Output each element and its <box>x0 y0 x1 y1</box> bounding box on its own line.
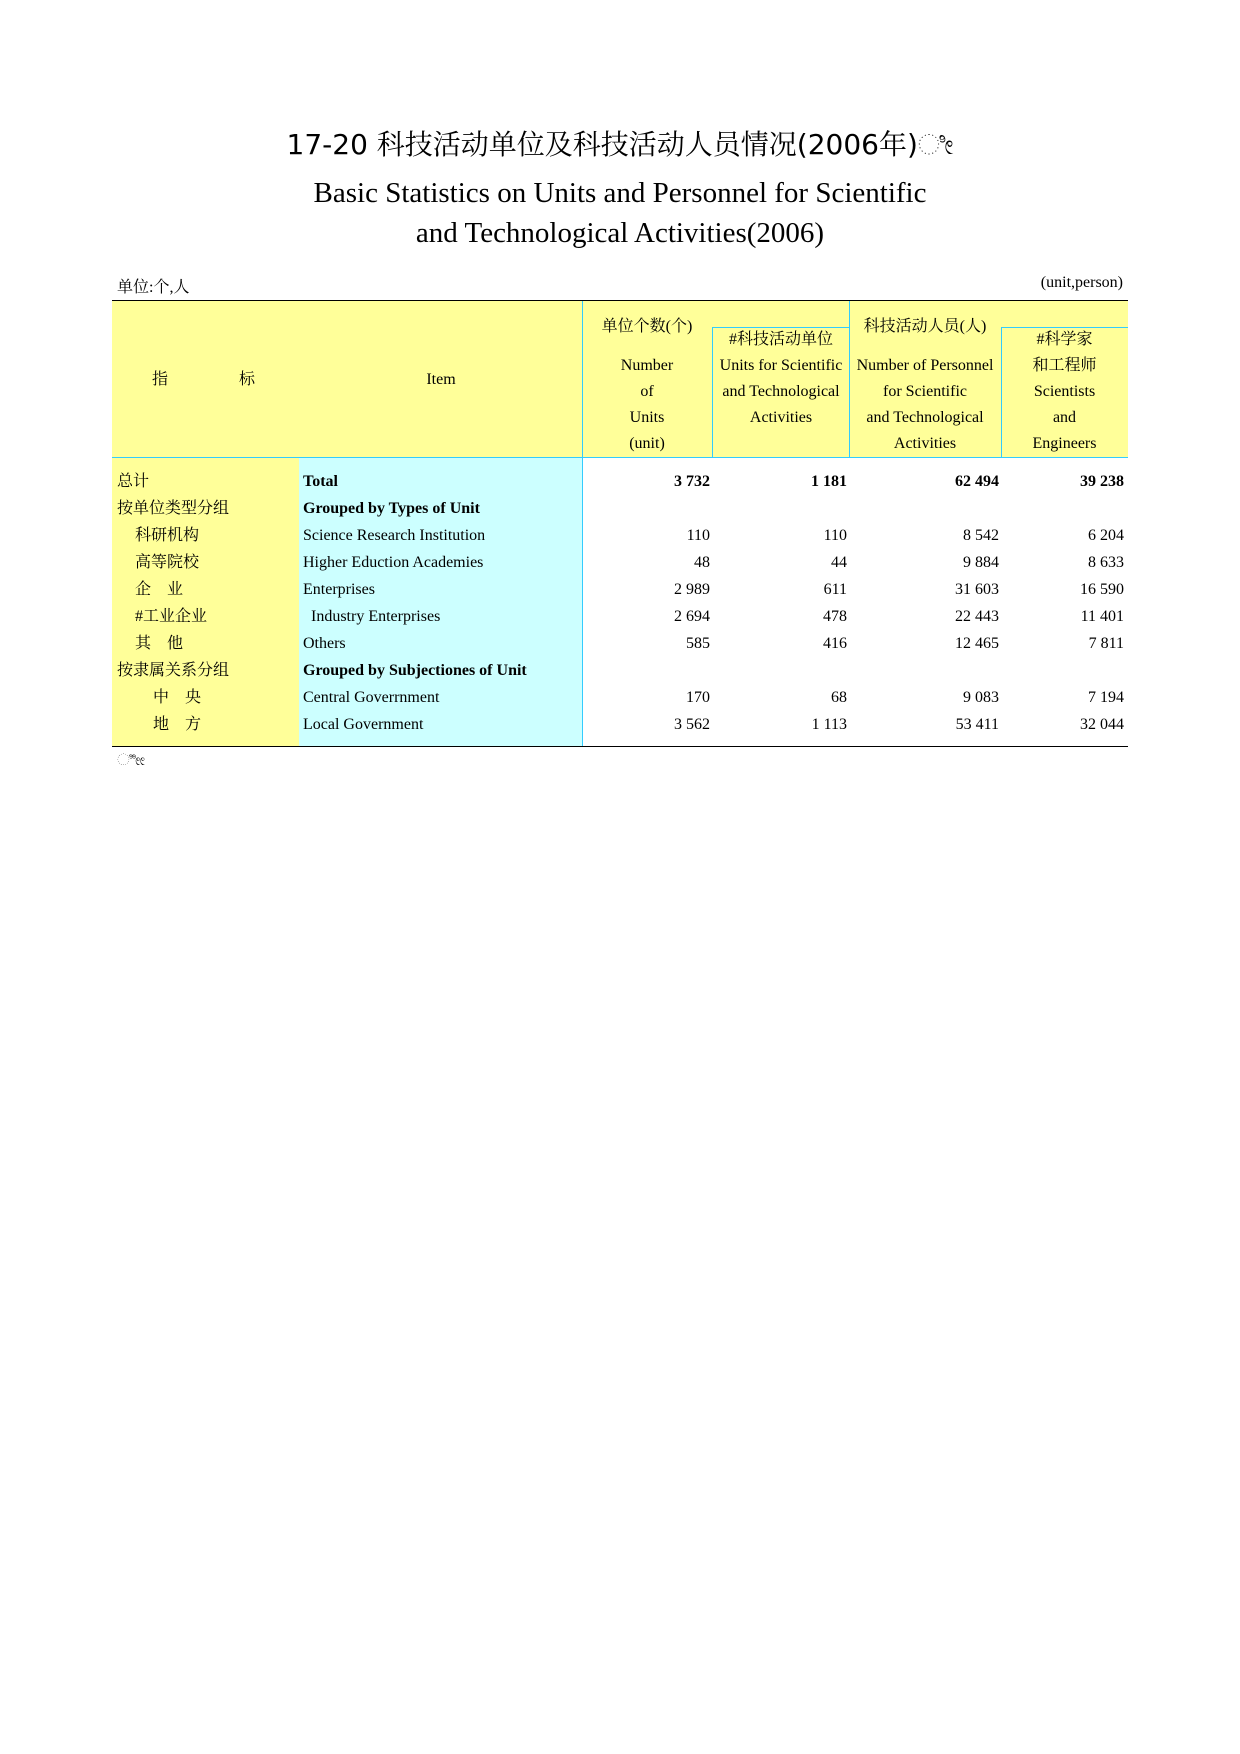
row-value-col2: 1 113 <box>811 716 847 733</box>
scroll-ornament-icon: ೀ <box>917 128 954 161</box>
row-value-col4: 7 811 <box>1088 635 1124 652</box>
header-bottom-rule <box>112 457 1128 458</box>
page-title-cn: 17-20 科技活动单位及科技活动人员情况(2006年)ೀ <box>286 128 954 161</box>
row-value-col1: 3 732 <box>674 473 710 490</box>
page-title-en-line2: and Technological Activities(2006) <box>415 217 825 249</box>
row-value-col2: 478 <box>823 608 847 625</box>
row-item-en: Total <box>303 473 338 490</box>
row-indicator-cn: 高等院校 <box>135 554 200 571</box>
row-value-col3: 31 603 <box>955 581 999 598</box>
row-indicator-cn: 总计 <box>117 473 150 490</box>
row-value-col4: 39 238 <box>1080 473 1124 490</box>
header-sci-units-en: Units for Scientific and Technological Activities <box>719 357 843 426</box>
row-value-col1: 2 694 <box>674 608 710 625</box>
row-value-col3: 8 542 <box>963 527 999 544</box>
row-value-col2: 68 <box>831 689 847 706</box>
header-scientists-en: Scientists and Engineers <box>1032 383 1097 452</box>
row-value-col2: 110 <box>823 527 847 544</box>
row-value-col1: 2 989 <box>674 581 710 598</box>
row-value-col3: 22 443 <box>955 608 999 625</box>
row-item-en: Grouped by Types of Unit <box>303 500 480 517</box>
row-value-col1: 585 <box>686 635 710 652</box>
header-scientists-cn: #科学家 和工程师 <box>1032 331 1097 374</box>
row-item-en: Others <box>303 635 346 652</box>
row-value-col2: 611 <box>823 581 847 598</box>
row-value-col4: 7 194 <box>1088 689 1124 706</box>
row-value-col4: 16 590 <box>1080 581 1124 598</box>
header-indicator-cn-a: 指 <box>152 371 169 388</box>
row-item-en: Grouped by Subjectiones of Unit <box>303 662 527 679</box>
header-item: Item <box>426 371 456 388</box>
row-indicator-cn: 中 央 <box>153 689 202 706</box>
row-indicator-cn: 按单位类型分组 <box>117 500 230 517</box>
header-units-en: Number of Units (unit) <box>620 357 674 452</box>
row-value-col3: 9 884 <box>963 554 999 571</box>
row-indicator-cn: 其 他 <box>135 635 184 652</box>
row-indicator-cn: 地 方 <box>153 716 202 733</box>
unit-label-en: (unit,person) <box>1040 274 1123 291</box>
row-indicator-cn: 企 业 <box>135 581 184 598</box>
row-value-col4: 6 204 <box>1088 527 1124 544</box>
row-value-col1: 170 <box>686 689 710 706</box>
header-indicator-cn-b: 标 <box>239 371 256 388</box>
row-value-col1: 3 562 <box>674 716 710 733</box>
row-item-en: Science Research Institution <box>303 527 486 544</box>
unit-label-cn: 单位:个,人 <box>117 279 190 296</box>
row-value-col1: 110 <box>686 527 710 544</box>
row-value-col2: 416 <box>823 635 847 652</box>
body-rule-v1 <box>582 458 583 746</box>
row-value-col2: 44 <box>831 554 847 571</box>
header-units-cn: 单位个数(个) <box>601 318 693 335</box>
row-value-col3: 53 411 <box>955 716 999 733</box>
row-indicator-cn: 按隶属关系分组 <box>117 662 230 679</box>
header-personnel-cn: 科技活动人员(人) <box>863 318 987 335</box>
statistics-table <box>112 300 1128 747</box>
row-value-col3: 12 465 <box>955 635 999 652</box>
row-item-en: Local Government <box>303 716 424 733</box>
row-value-col3: 9 083 <box>963 689 999 706</box>
row-value-col4: 8 633 <box>1088 554 1124 571</box>
header-sci-units-cn: #科技活动单位 <box>728 331 833 348</box>
row-item-en: Higher Eduction Academies <box>303 554 484 571</box>
row-value-col3: 62 494 <box>955 473 999 490</box>
row-value-col1: 48 <box>694 554 710 571</box>
row-item-en: Industry Enterprises <box>303 608 441 625</box>
row-value-col4: 11 401 <box>1080 608 1124 625</box>
row-value-col2: 1 181 <box>811 473 847 490</box>
row-value-col4: 32 044 <box>1080 716 1124 733</box>
header-personnel-en: Number of Personnel for Scientific and Technological Activities <box>856 357 994 452</box>
page-title-en-line1: Basic Statistics on Units and Personnel for Scientific <box>313 177 927 209</box>
row-item-en: Central Goverrnment <box>303 689 440 706</box>
row-indicator-cn: 科研机构 <box>135 527 200 544</box>
scroll-ornament-icon: ೀೀ <box>117 752 145 769</box>
row-indicator-cn: #工业企业 <box>135 608 208 625</box>
row-item-en: Enterprises <box>303 581 375 598</box>
